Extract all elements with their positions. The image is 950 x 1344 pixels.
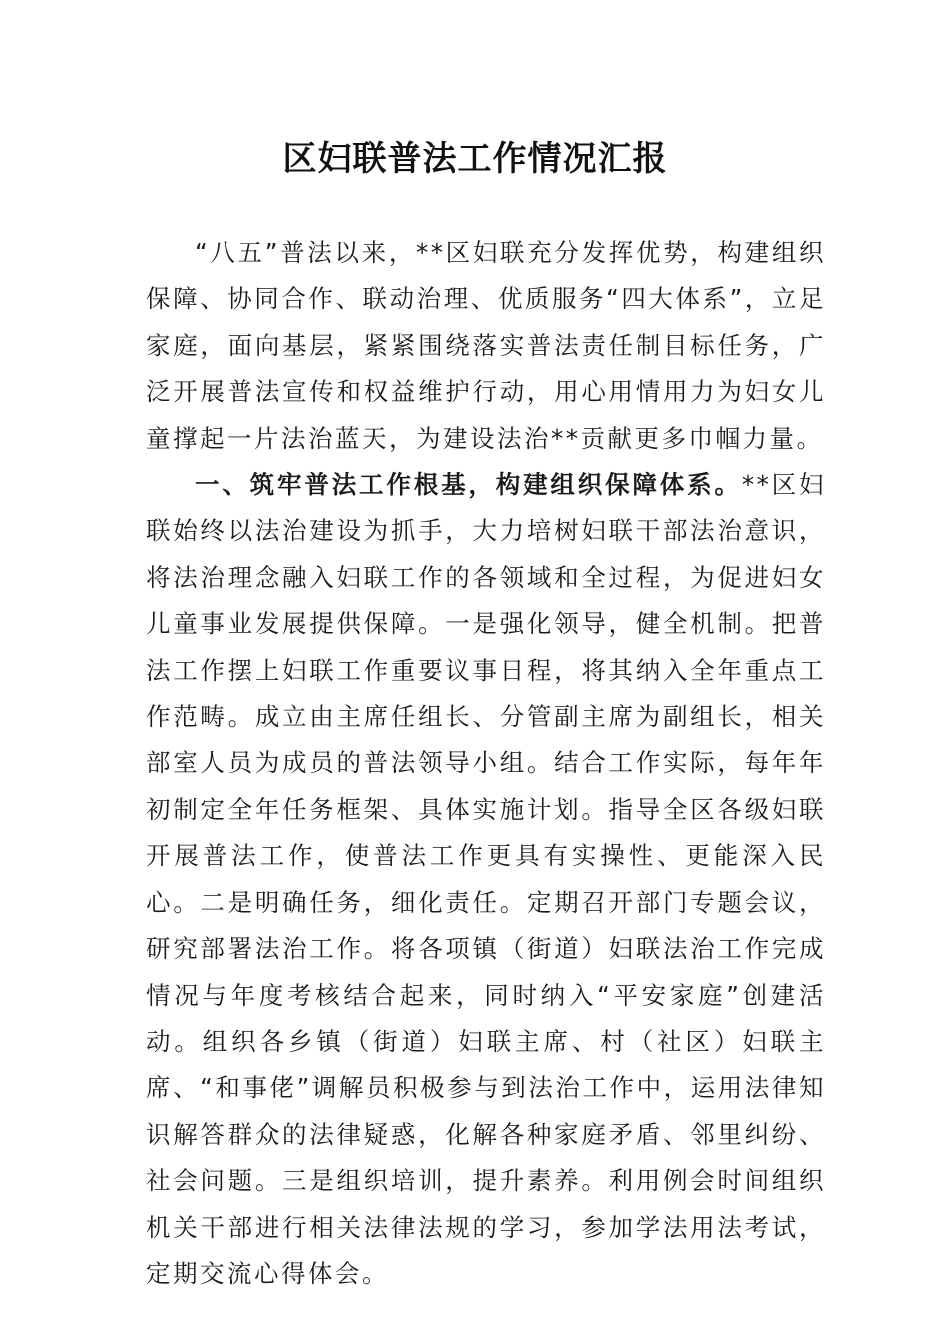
section-1-heading: 一、筑牢普法工作根基，构建组织保障体系。 xyxy=(195,470,742,500)
paragraph-section-1 xyxy=(146,462,826,1297)
section-1-text: **区妇联始终以法治建设为抓手，大力培树妇联干部法治意识，将法治理念融入妇联工作的各领域和全过程，为促进妇女儿童事业发展提供保障。一是强化领导，健全机制。把普法工作摆上妇联工作重要议事日程，将其纳入全年重点工作范畴。成立由主席任组长、分管副主席为副组长，相关部室人员为成员的普法领导小组。结合工作实际，每年年初制定全年任务框架、具体实施计划。指导全区各级妇联开展普法工作，使普法工作更具有实操性、更能深入民心。二是明确任务，细化责任。定期召开部门专题会议，研究部署法治工作。将各项镇（街道）妇联法治工作完成情况与年度考核结合起来，同时纳入“平安家庭”创建活动。组织各乡镇（街道）妇联主席、村（社区）妇联主席、“和事佬”调解员积极参与到法治工作中，运用法律知识解答群众的法律疑惑，化解各种家庭矛盾、邻里纠纷、社会问题。三是组织培训，提升素养。利用例会时间组织机关干部进行相关法律法规的学习，参加学法用法考试，定期交流心得体会。 xyxy=(146,470,827,1288)
paragraph-intro-text: “八五”普法以来，**区妇联充分发挥优势，构建组织保障、协同合作、联动治理、优质服务“四大体系”，立足家庭，面向基层，紧紧围绕落实普法责任制目标任务，广泛开展普法宣传和权益维护行动，用心用情用力为妇女儿童撑起一片法治蓝天，为建设法治**贡献更多巾帼力量。 xyxy=(146,238,826,453)
paragraph-intro xyxy=(146,230,826,462)
document-title: 区妇联普法工作情况汇报 xyxy=(282,139,668,179)
document-body xyxy=(146,230,826,1297)
